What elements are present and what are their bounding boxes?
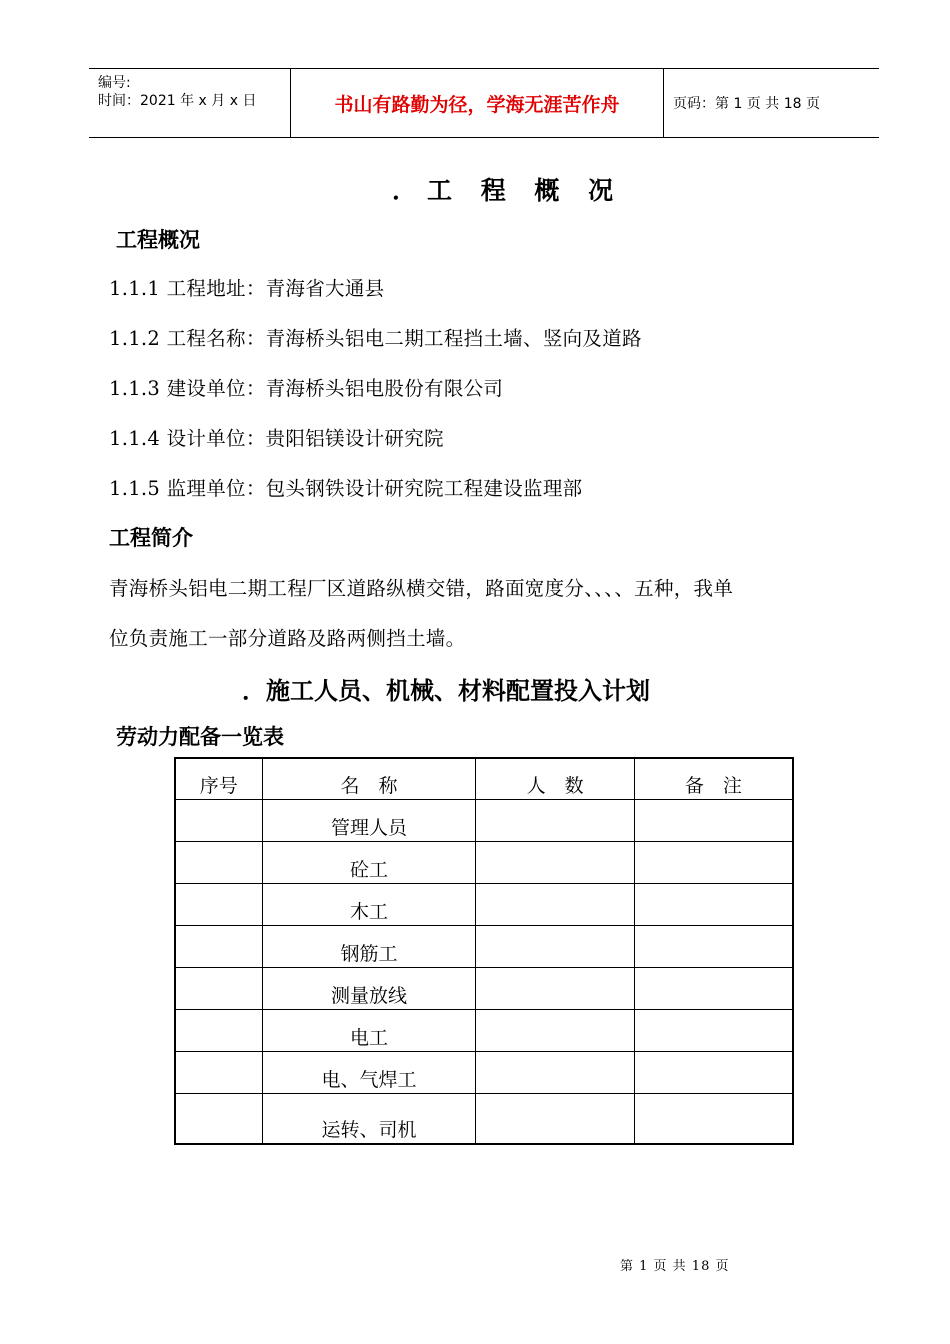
table-cell bbox=[175, 1052, 262, 1094]
table-row bbox=[175, 968, 793, 1010]
table-cell bbox=[476, 1010, 634, 1052]
table-cell bbox=[476, 926, 634, 968]
header-cell-remark: 备 注 bbox=[634, 758, 793, 800]
header-cell-count: 人 数 bbox=[476, 758, 634, 800]
header-meta bbox=[89, 69, 291, 137]
table-cell bbox=[175, 884, 262, 926]
overview-item: 1.1.4 设计单位：贵阳铝镁设计研究院 bbox=[109, 427, 444, 450]
table-cell: 钢筋工 bbox=[262, 926, 476, 968]
section-1-title: ．工 程 概 况 bbox=[392, 176, 624, 205]
table-cell bbox=[175, 926, 262, 968]
table-cell bbox=[634, 1010, 793, 1052]
table-row bbox=[175, 1052, 793, 1094]
table-cell bbox=[476, 968, 634, 1010]
number-label: 编号: bbox=[98, 75, 131, 91]
overview-item: 1.1.2 工程名称：青海桥头铝电二期工程挡土墙、竖向及道路 bbox=[109, 327, 642, 350]
table-cell: 管理人员 bbox=[262, 800, 476, 842]
table-cell bbox=[175, 968, 262, 1010]
table-cell bbox=[634, 884, 793, 926]
table-cell bbox=[634, 1094, 793, 1145]
labor-table bbox=[174, 757, 794, 1145]
page-footer: 第 1 页 共 18 页 bbox=[620, 1259, 730, 1274]
table-cell bbox=[476, 842, 634, 884]
table-cell: 电工 bbox=[262, 1010, 476, 1052]
table-cell bbox=[634, 800, 793, 842]
table-row bbox=[175, 800, 793, 842]
subheading-labor-table: 劳动力配备一览表 bbox=[116, 725, 284, 749]
table-cell bbox=[476, 1052, 634, 1094]
table-row bbox=[175, 884, 793, 926]
table-cell bbox=[634, 842, 793, 884]
header-motto: 书山有路勤为径，学海无涯苦作舟 bbox=[291, 69, 664, 137]
header-cell-name: 名 称 bbox=[262, 758, 476, 800]
table-cell bbox=[175, 1010, 262, 1052]
table-cell: 测量放线 bbox=[262, 968, 476, 1010]
overview-item: 1.1.5 监理单位：包头钢铁设计研究院工程建设监理部 bbox=[109, 477, 583, 500]
time-label: 时间：2021 年 x 月 x 日 bbox=[98, 93, 257, 109]
table-cell: 电、气焊工 bbox=[262, 1052, 476, 1094]
overview-item: 1.1.3 建设单位：青海桥头铝电股份有限公司 bbox=[109, 377, 504, 400]
table-header-row bbox=[175, 758, 793, 800]
table-row bbox=[175, 842, 793, 884]
table-cell bbox=[476, 800, 634, 842]
table-cell: 砼工 bbox=[262, 842, 476, 884]
intro-paragraph-line-2: 位负责施工一部分道路及路两侧挡土墙。 bbox=[109, 627, 466, 650]
header-page-info: 页码：第 1 页 共 18 页 bbox=[673, 96, 820, 112]
table-cell: 运转、司机 bbox=[262, 1094, 476, 1145]
table-cell bbox=[634, 968, 793, 1010]
table-row bbox=[175, 1010, 793, 1052]
table-row bbox=[175, 926, 793, 968]
subheading-project-intro: 工程简介 bbox=[109, 526, 193, 550]
table-cell bbox=[476, 884, 634, 926]
table-cell bbox=[175, 842, 262, 884]
table-cell bbox=[175, 800, 262, 842]
overview-item: 1.1.1 工程地址：青海省大通县 bbox=[109, 277, 385, 300]
table-cell: 木工 bbox=[262, 884, 476, 926]
table-cell bbox=[634, 1052, 793, 1094]
table-row bbox=[175, 1094, 793, 1145]
section-2-title: ．施工人员、机械、材料配置投入计划 bbox=[242, 677, 650, 705]
intro-paragraph-line-1: 青海桥头铝电二期工程厂区道路纵横交错，路面宽度分、、、、五种，我单 bbox=[109, 577, 734, 600]
table-cell bbox=[175, 1094, 262, 1145]
table-cell bbox=[634, 926, 793, 968]
page-header bbox=[89, 68, 879, 138]
table-cell bbox=[476, 1094, 634, 1145]
header-cell-index: 序号 bbox=[175, 758, 262, 800]
subheading-project-overview: 工程概况 bbox=[116, 228, 200, 252]
